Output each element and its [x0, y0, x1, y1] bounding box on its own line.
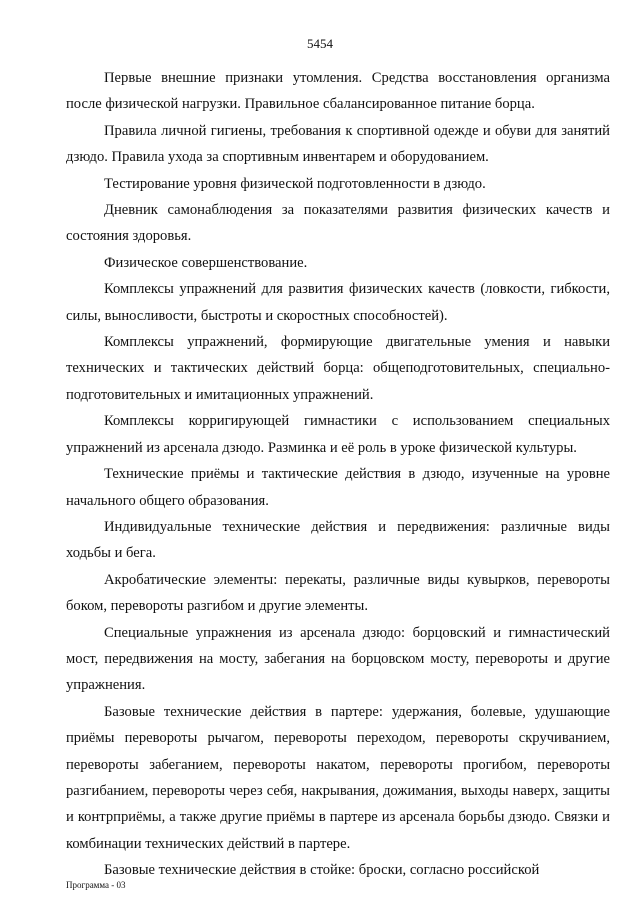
paragraph: Комплексы упражнений для развития физических качеств (ловкости, гибкости, силы, выносливости, быстроты и скоростных способностей). [66, 281, 610, 324]
page-number: 5454 [307, 36, 333, 51]
paragraph: Дневник самонаблюдения за показателями развития физических качеств и состояния здоровья. [66, 202, 610, 245]
paragraph: Базовые технические действия в стойке: броски, согласно российской [104, 862, 540, 879]
paragraph: Базовые технические действия в партере: удержания, болевые, удушающие приёмы перевороты рычагом, перевороты переходом, перевороты скручиванием, перевороты забеганием, перевороты накатом, перевороты прогибом, перевороты разгибанием, перевороты через себя, накрывания, дожимания, выходы наверх, защиты и контрприёмы, а также другие приёмы в партере из арсенала борьбы дзюдо. Связки и комбинации технических действий в партере. [66, 703, 610, 852]
paragraph: Первые внешние признаки утомления. Средства восстановления организма после физической нагрузки. Правильное сбалансированное питание борца. [66, 70, 610, 113]
paragraph: Тестирование уровня физической подготовленности в дзюдо. [104, 175, 486, 192]
footer-label: Программа - 03 [66, 880, 126, 890]
paragraph: Технические приёмы и тактические действия в дзюдо, изученные на уровне начального общего образования. [66, 466, 610, 509]
paragraph: Правила личной гигиены, требования к спортивной одежде и обуви для занятий дзюдо. Правила ухода за спортивным инвентарем и оборудованием. [66, 122, 610, 166]
paragraph: Комплексы упражнений, формирующие двигательные умения и навыки технических и тактических действий борца: общеподготовительных, специально-подготовительных и имитационных упражнений. [66, 334, 610, 403]
document-body [66, 65, 610, 884]
paragraph: Индивидуальные технические действия и передвижения: различные виды ходьбы и бега. [66, 518, 610, 562]
paragraph: Акробатические элементы: перекаты, различные виды кувырков, перевороты боком, перевороты разгибом и другие элементы. [66, 571, 610, 615]
paragraph: Специальные упражнения из арсенала дзюдо: борцовский и гимнастический мост, передвижения на мосту, забегания на борцовском мосту, перевороты и другие упражнения. [66, 624, 610, 694]
paragraph: Физическое совершенствование. [104, 254, 308, 271]
paragraph: Комплексы корригирующей гимнастики с использованием специальных упражнений из арсенала дзюдо. Разминка и её роль в уроке физической культуры. [66, 413, 610, 456]
